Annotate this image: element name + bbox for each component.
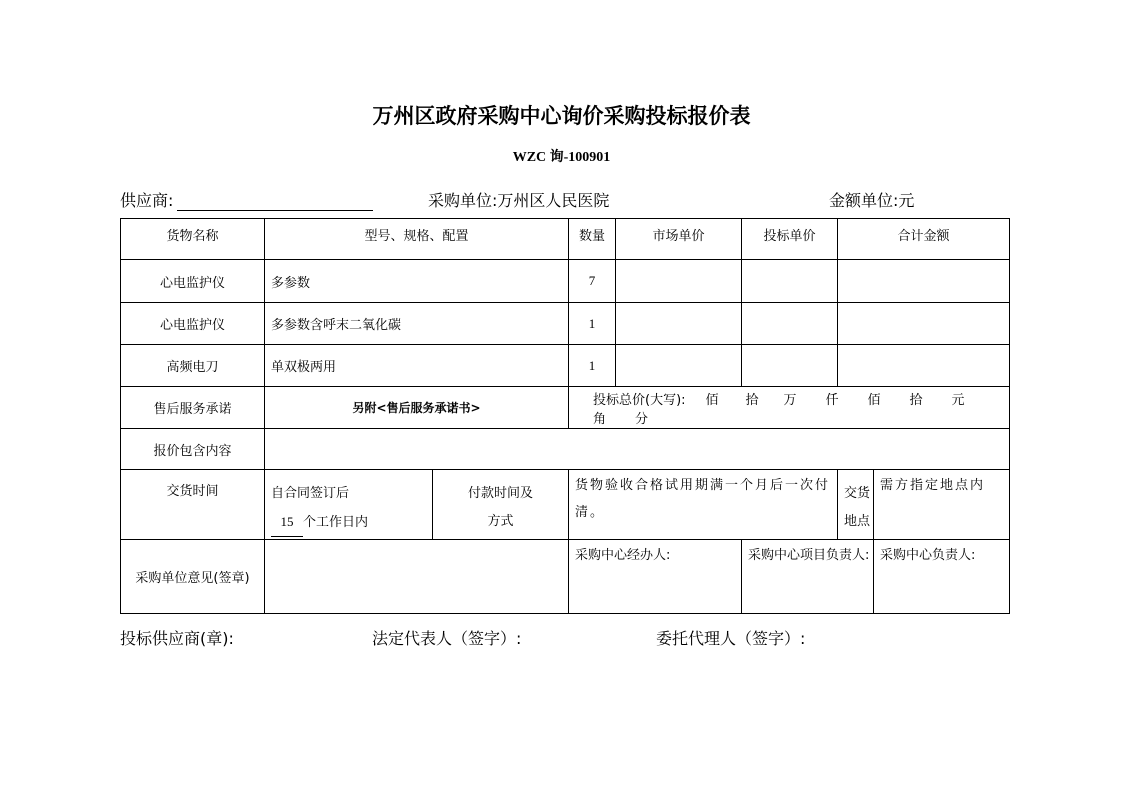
row-spec: 多参数	[265, 260, 569, 303]
payment-terms-line: 货物验收合格试用期满一个月后一次付	[575, 478, 831, 493]
header-bid-price: 投标单价	[742, 219, 838, 260]
purchaser-value: 万州区人民医院	[497, 191, 610, 210]
header-goods-name: 货物名称	[121, 219, 265, 260]
quote-includes-value	[265, 429, 1010, 470]
table-row	[121, 345, 1010, 387]
after-sales-label: 售后服务承诺	[121, 387, 265, 429]
delivery-place-value: 需方指定地点内	[874, 470, 1010, 540]
table-row	[121, 260, 1010, 303]
row-bid-price	[742, 345, 838, 387]
money-unit: 拾	[745, 392, 759, 408]
currency-field	[829, 188, 914, 211]
center-lead-label: 采购中心负责人:	[874, 540, 1010, 614]
after-sales-row	[121, 387, 1010, 429]
delivery-days: 15	[271, 508, 303, 537]
opinion-value	[265, 540, 569, 614]
row-total	[838, 260, 1010, 303]
row-goods-name: 心电监护仪	[121, 260, 265, 303]
row-spec: 多参数含呼末二氧化碳	[265, 303, 569, 345]
row-market-price	[616, 345, 742, 387]
supplier-field	[120, 188, 373, 211]
money-unit: 佰	[867, 392, 881, 408]
project-lead-label: 采购中心项目负责人:	[742, 540, 874, 614]
quote-includes-row	[121, 429, 1010, 470]
agent-label: 委托代理人（签字）:	[656, 629, 806, 648]
row-goods-name: 高频电刀	[121, 345, 265, 387]
document-code: WZC 询-100901	[512, 150, 611, 165]
money-unit: 万	[783, 392, 797, 408]
header-qty: 数量	[569, 219, 616, 260]
row-total	[838, 303, 1010, 345]
money-unit: 角	[593, 411, 607, 427]
bidder-label: 投标供应商(章):	[120, 629, 234, 648]
row-market-price	[616, 303, 742, 345]
quote-includes-label: 报价包含内容	[121, 429, 265, 470]
handler-label: 采购中心经办人:	[569, 540, 742, 614]
currency-value: 元	[898, 191, 915, 210]
legal-rep-label: 法定代表人（签字）:	[372, 629, 522, 648]
payment-label	[433, 470, 569, 540]
signature-row	[121, 540, 1010, 614]
supplier-blank-line	[177, 193, 373, 211]
money-unit: 仟	[825, 392, 839, 408]
delivery-row	[121, 470, 1010, 540]
quotation-table	[120, 218, 1010, 614]
delivery-place-label	[838, 470, 874, 540]
table-header-row	[121, 219, 1010, 260]
header-total: 合计金额	[838, 219, 1010, 260]
row-qty: 1	[569, 303, 616, 345]
payment-label-line: 付款时间及	[468, 486, 534, 501]
total-price-label: 投标总价(大写):	[593, 392, 686, 408]
row-market-price	[616, 260, 742, 303]
row-spec: 单双极两用	[265, 345, 569, 387]
delivery-days-suffix: 个工作日内	[303, 515, 369, 530]
delivery-time-label: 交货时间	[121, 470, 265, 540]
opinion-label: 采购单位意见(签章)	[121, 540, 265, 614]
header-spec: 型号、规格、配置	[265, 219, 569, 260]
payment-label-line: 方式	[487, 514, 514, 529]
row-qty: 1	[569, 345, 616, 387]
row-bid-price	[742, 303, 838, 345]
payment-terms-line: 清。	[575, 505, 606, 520]
purchaser-label: 采购单位:	[428, 191, 498, 210]
delivery-time-value	[265, 470, 433, 540]
document-title: 万州区政府采购中心询价采购投标报价表	[372, 104, 751, 128]
table-row	[121, 303, 1010, 345]
delivery-time-line: 自合同签订后	[271, 486, 350, 501]
row-goods-name: 心电监护仪	[121, 303, 265, 345]
row-total	[838, 345, 1010, 387]
delivery-place-label-line: 交货	[844, 486, 871, 501]
delivery-place-label-line: 地点	[844, 514, 871, 529]
currency-label: 金额单位:	[829, 191, 899, 210]
total-price-cell	[569, 387, 1010, 429]
supplier-label: 供应商:	[120, 191, 174, 210]
money-unit: 元	[951, 392, 965, 408]
money-unit: 分	[635, 411, 649, 427]
money-unit: 拾	[909, 392, 923, 408]
purchaser-field	[428, 188, 609, 211]
row-bid-price	[742, 260, 838, 303]
row-qty: 7	[569, 260, 616, 303]
payment-terms	[569, 470, 838, 540]
money-unit: 佰	[705, 392, 719, 408]
header-market-price: 市场单价	[616, 219, 742, 260]
after-sales-value: 另附<售后服务承诺书>	[265, 387, 569, 429]
